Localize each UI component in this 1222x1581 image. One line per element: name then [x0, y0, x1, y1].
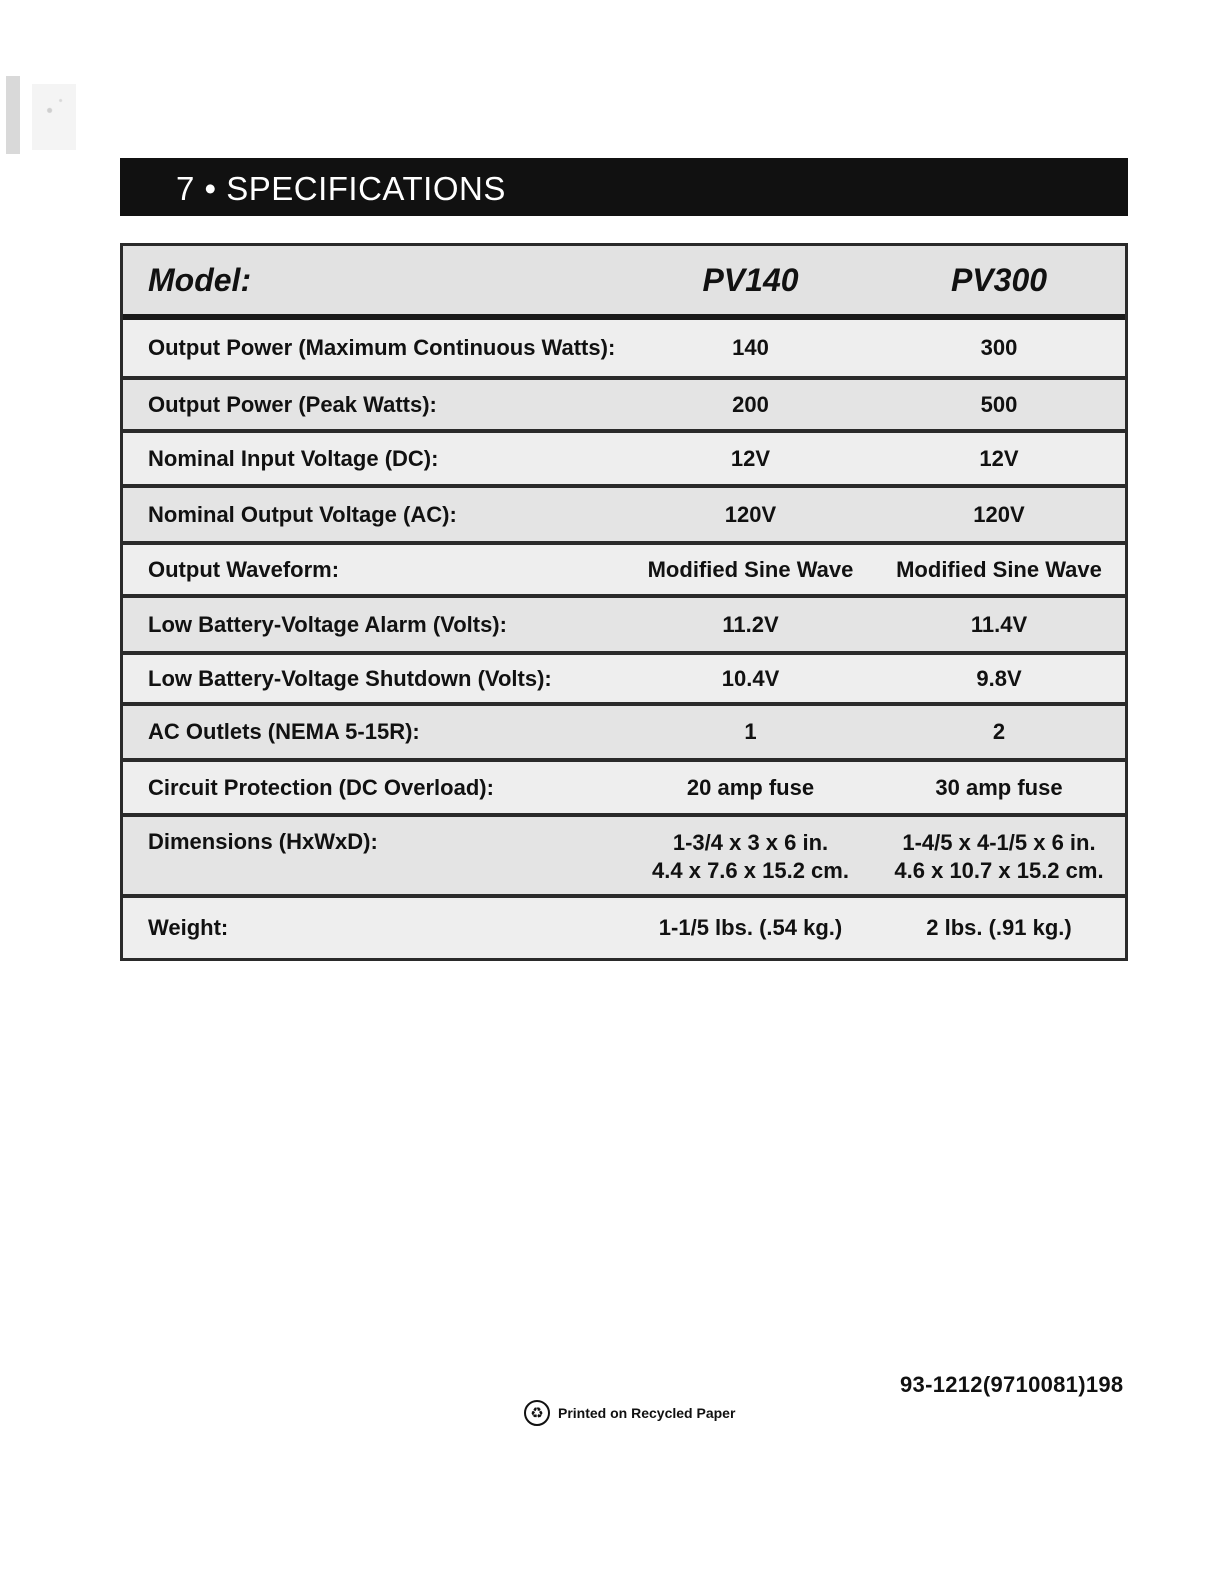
spec-value-pv300: Modified Sine Wave — [896, 556, 1102, 582]
spec-value-pv300: 120V — [973, 501, 1025, 527]
recycle-icon: ♻ — [524, 1400, 550, 1426]
table-row — [123, 488, 1125, 545]
spec-label: Dimensions (HxWxD): — [148, 829, 378, 854]
dimensions-inches: 1-3/4 x 3 x 6 in. — [672, 830, 829, 855]
spec-label: AC Outlets (NEMA 5-15R): — [148, 719, 420, 744]
section-header — [120, 158, 1128, 216]
spec-value-pv300: 12V — [979, 445, 1019, 471]
spec-label: Nominal Output Voltage (AC): — [148, 501, 457, 527]
dimensions-cm: 4.6 x 10.7 x 15.2 cm. — [894, 858, 1104, 883]
spec-label: Weight: — [148, 915, 229, 940]
recycled-notice — [524, 1400, 735, 1426]
spec-value-pv140: 200 — [732, 391, 769, 417]
spec-value-pv300: 11.4V — [970, 611, 1028, 637]
scan-artifact — [6, 76, 20, 154]
spec-value-pv140: 20 amp fuse — [686, 774, 815, 800]
spec-value-pv300 — [873, 829, 1125, 885]
spec-value-pv300: 2 lbs. (.91 kg.) — [926, 915, 1072, 940]
spec-value-pv140: 12V — [730, 445, 771, 471]
spec-value-pv140: 1-1/5 lbs. (.54 kg.) — [658, 915, 843, 940]
spec-label: Circuit Protection (DC Overload): — [148, 774, 494, 800]
table-row — [123, 598, 1125, 655]
table-row — [123, 380, 1125, 433]
spec-value-pv300: 9.8V — [976, 665, 1022, 691]
document-number: 93-1212(9710081)198 — [900, 1372, 1124, 1397]
table-row — [123, 817, 1125, 898]
spec-value-pv300: 30 amp fuse — [935, 774, 1063, 800]
model-pv300: PV300 — [950, 261, 1048, 298]
model-label: Model: — [148, 261, 252, 298]
scan-speck — [32, 84, 76, 150]
dimensions-cm: 4.4 x 7.6 x 15.2 cm. — [652, 858, 849, 883]
spec-label: Nominal Input Voltage (DC): — [148, 445, 439, 471]
table-row — [123, 545, 1125, 598]
dimensions-inches: 1-4/5 x 4-1/5 x 6 in. — [902, 830, 1096, 855]
specifications-table — [120, 243, 1128, 961]
spec-value-pv300: 300 — [980, 335, 1018, 360]
recycled-text: Printed on Recycled Paper — [558, 1405, 736, 1421]
spec-label: Low Battery-Voltage Shutdown (Volts): — [148, 665, 552, 691]
table-row — [123, 898, 1125, 958]
spec-label: Output Power (Peak Watts): — [148, 391, 437, 417]
table-row — [123, 706, 1125, 762]
spec-value-pv140: 11.2V — [722, 611, 779, 637]
table-row — [123, 762, 1125, 817]
spec-value-pv140: Modified Sine Wave — [647, 556, 854, 582]
spec-value-pv140: 140 — [732, 335, 769, 360]
table-row — [123, 433, 1125, 488]
spec-value-pv140: 120V — [724, 501, 777, 527]
spec-value-pv140 — [628, 829, 873, 885]
table-row — [123, 320, 1125, 380]
spec-label: Output Power (Maximum Continuous Watts): — [148, 335, 616, 360]
spec-label: Output Waveform: — [148, 556, 340, 582]
table-header-row — [123, 246, 1125, 320]
spec-value-pv140: 10.4V — [721, 665, 780, 691]
model-pv140: PV140 — [702, 261, 799, 298]
section-title: 7 • SPECIFICATIONS — [176, 170, 506, 207]
spec-value-pv300: 500 — [980, 391, 1018, 417]
spec-value-pv300: 2 — [992, 719, 1006, 744]
table-row — [123, 655, 1125, 706]
spec-label: Low Battery-Voltage Alarm (Volts): — [148, 611, 507, 637]
spec-value-pv140: 1 — [744, 719, 757, 744]
